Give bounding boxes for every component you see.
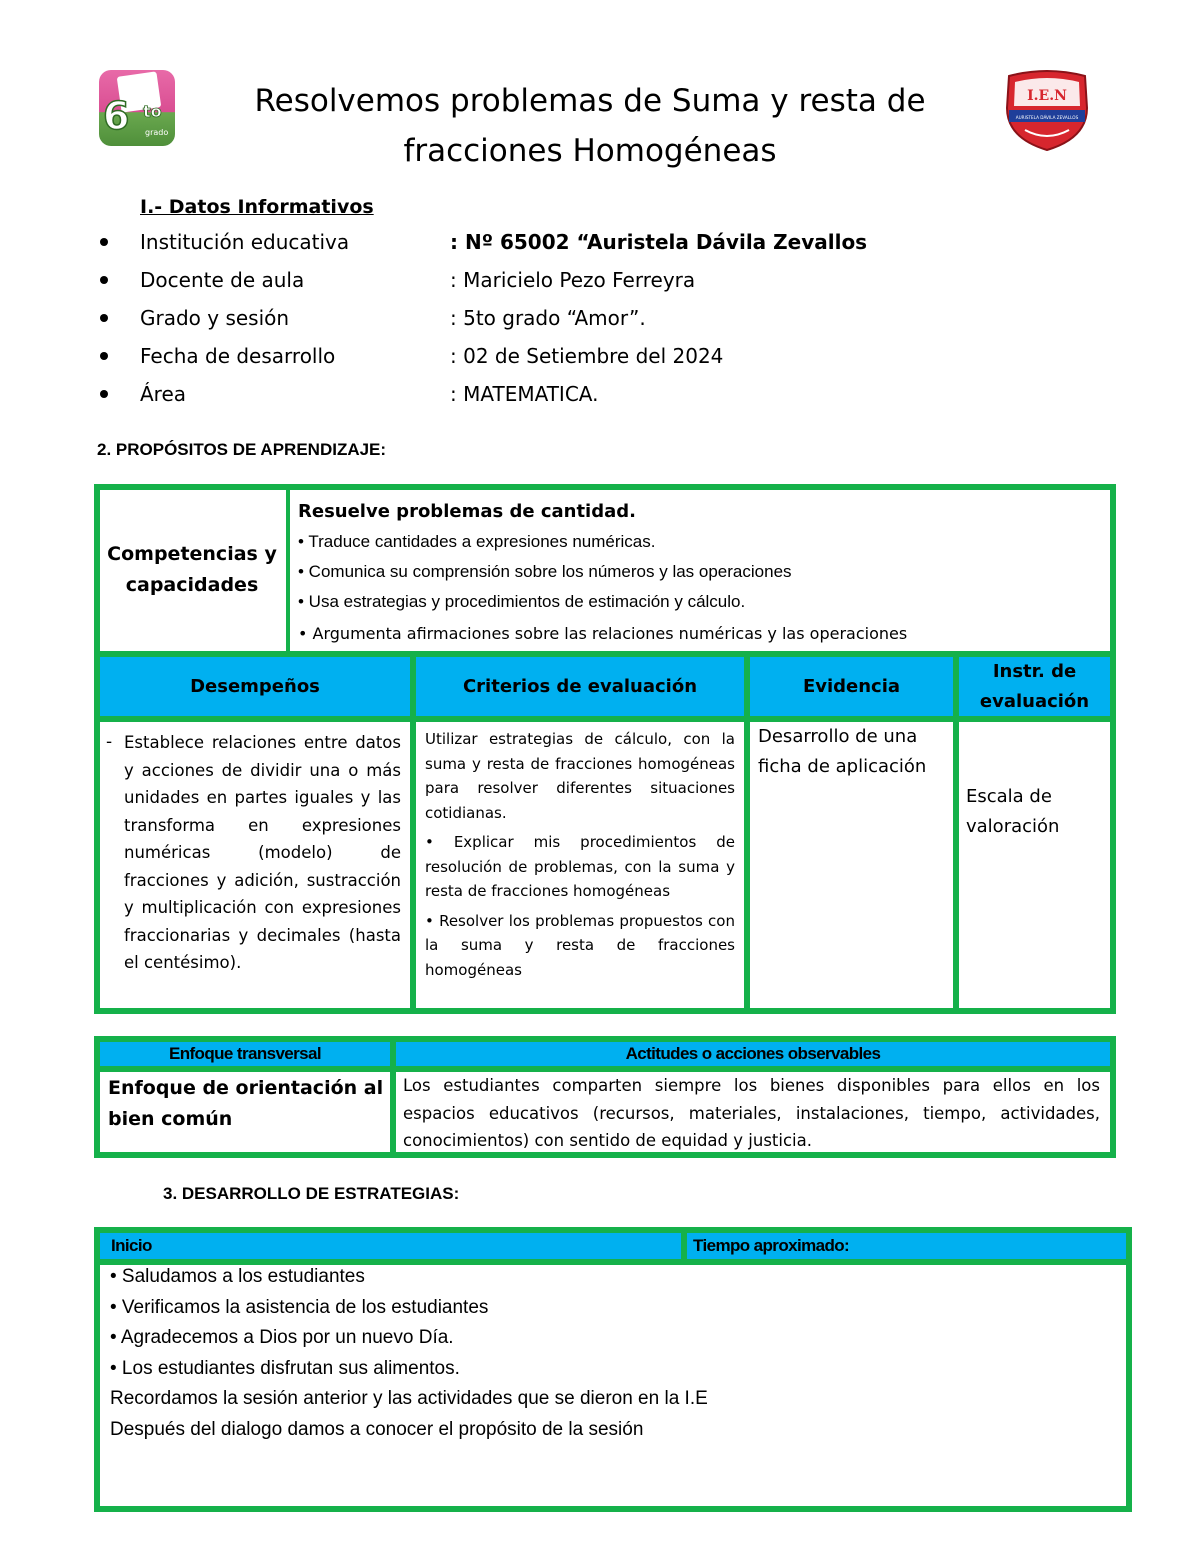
bullet-icon (100, 352, 108, 360)
inicio-header: Inicio (97, 1230, 684, 1262)
criterio-item: Utilizar estrategias de cálculo, con la suma y resta de fracciones homogéneas para resolver diferentes situaciones cotidianas. (425, 730, 735, 822)
inicio-line: • Verificamos la asistencia de los estudiantes (110, 1296, 489, 1318)
desempeno-bullet: - (106, 732, 113, 752)
info-value: : Nº 65002 “Auristela Dávila Zevallos (450, 230, 868, 254)
inicio-line: • Agradecemos a Dios por un nuevo Día. (110, 1327, 454, 1349)
page-title (190, 76, 990, 176)
title-line-1: Resolvemos problemas de Suma y resta de (254, 83, 926, 119)
actitudes-header: Actitudes o acciones observables (393, 1039, 1113, 1069)
desempenos-header: Desempeños (97, 654, 413, 719)
info-value: : Maricielo Pezo Ferreyra (450, 268, 696, 292)
info-label: Grado y sesión (140, 306, 290, 330)
info-row (100, 224, 1000, 262)
info-value: : 5to grado “Amor”. (450, 306, 646, 330)
criterios-list (425, 727, 735, 982)
info-row (100, 338, 1000, 376)
enfoque-description: Los estudiantes comparten siempre los bienes disponibles para ellos en los espacios educativos (recursos, materiales, instalaciones, tiempo, actividades, conocimientos) con sentido de equidad y justicia. (403, 1076, 1100, 1150)
desempeno-text: Establece relaciones entre datos y acciones de dividir una o más unidades en partes iguales y las transforma en expresiones numéricas (modelo) de fracciones y adición, sustracción y multiplicación con expresiones fraccionarias y decimales (hasta el centésimo). (124, 733, 401, 972)
inicio-lines (110, 1262, 1110, 1446)
info-label: Docente de aula (140, 268, 305, 292)
section-3-title: 3. DESARROLLO DE ESTRATEGIAS: (163, 1184, 460, 1203)
title-line-2: fracciones Homogéneas (403, 133, 777, 169)
competencias-label: Competencias y capacidades (107, 542, 277, 596)
criterios-header: Criterios de evaluación (413, 654, 747, 719)
inicio-line: Recordamos la sesión anterior y las actividades que se dieron en la I.E (110, 1388, 708, 1410)
info-heading: I.- Datos Informativos (140, 196, 374, 218)
capacidad-item: • Traduce cantidades a expresiones numéricas. (298, 532, 656, 551)
info-list (100, 224, 1000, 414)
info-label: Área (140, 382, 187, 406)
capacidad-item: • Comunica su comprensión sobre los números y las operaciones (298, 562, 792, 581)
criterio-item: • Resolver los problemas propuestos con la suma y resta de fracciones homogéneas (425, 911, 735, 979)
info-row (100, 300, 1000, 338)
logo-grade-suffix: to (143, 102, 162, 121)
section-2-title: 2. PROPÓSITOS DE APRENDIZAJE: (97, 440, 387, 459)
instrumento-text: Escala de valoración (966, 786, 1060, 837)
info-value: : MATEMATICA. (450, 382, 599, 406)
instrumento-header: Instr. de evaluación (956, 654, 1113, 719)
info-row (100, 376, 1000, 414)
evidencia-text: Desarrollo de una ficha de aplicación (758, 726, 927, 777)
inicio-line: • Los estudiantes disfrutan sus alimentos. (110, 1357, 460, 1379)
inicio-line: • Saludamos a los estudiantes (110, 1266, 365, 1287)
enfoque-header: Enfoque transversal (97, 1039, 393, 1069)
capacidad-item: • Argumenta afirmaciones sobre las relaciones numéricas y las operaciones (298, 624, 908, 643)
logo-grade-caption: grado (145, 128, 169, 137)
criterio-item: • Explicar mis procedimientos de resolución de problemas, con la suma y resta de fracciones homogéneas (425, 833, 735, 900)
enfoque-name: Enfoque de orientación al bien común (108, 1077, 384, 1130)
competencias-body (298, 497, 1106, 649)
instrumento-cell (956, 719, 1113, 1011)
info-label: Fecha de desarrollo (140, 344, 336, 368)
logo-grade-number: 6 (103, 94, 128, 138)
crest-band-text: AURISTELA DÁVILA ZEVALLOS (1015, 115, 1079, 120)
bullet-icon (100, 238, 108, 246)
inicio-line: Después del dialogo damos a conocer el propósito de la sesión (110, 1418, 644, 1440)
school-crest-logo (1003, 68, 1091, 152)
grade-logo (99, 70, 175, 146)
info-label: Institución educativa (140, 230, 350, 254)
info-value: : 02 de Setiembre del 2024 (450, 344, 724, 368)
bullet-icon (100, 314, 108, 322)
info-row (100, 262, 1000, 300)
bullet-icon (100, 276, 108, 284)
bullet-icon (100, 390, 108, 398)
tiempo-header: Tiempo aproximado: (684, 1230, 1129, 1262)
evidencia-header: Evidencia (747, 654, 956, 719)
capacidad-item: • Usa estrategias y procedimientos de estimación y cálculo. (298, 592, 746, 611)
crest-letters: I.E.N (1027, 88, 1067, 104)
competencia-name: Resuelve problemas de cantidad. (298, 501, 636, 522)
